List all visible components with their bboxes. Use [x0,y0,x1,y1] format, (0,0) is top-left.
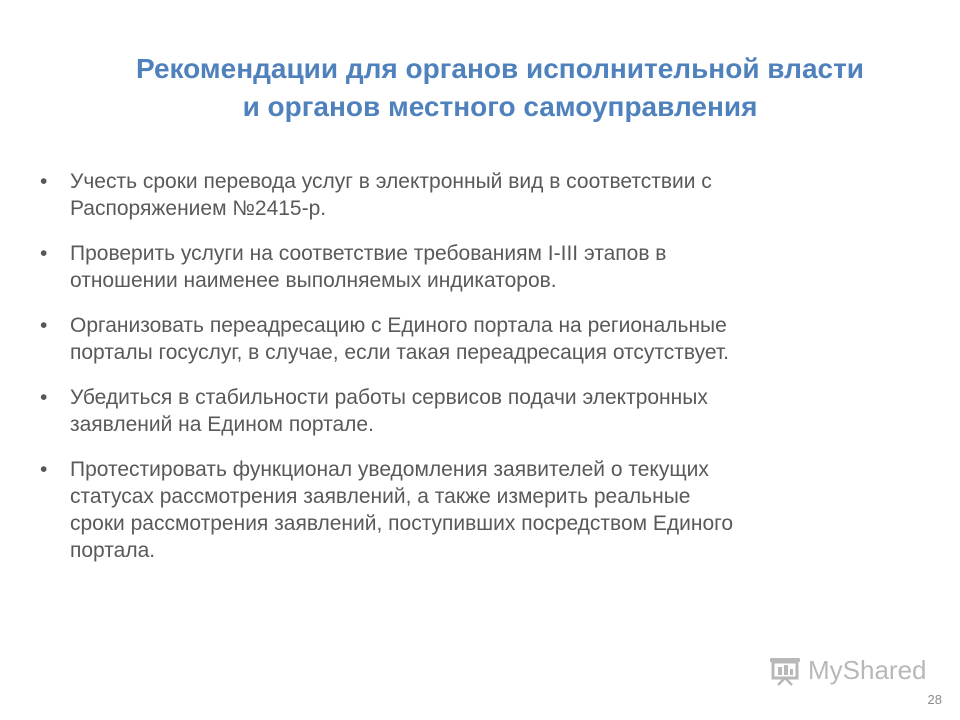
bullet-list [40,168,920,582]
bullet-marker: • [40,170,48,193]
bullet-line: Проверить услуги на соответствие требованиям I-III этапов в [70,242,667,265]
watermark-text: MyShared [808,655,927,685]
bullet-marker: • [40,458,48,481]
bullet-line: Убедиться в стабильности работы сервисов подачи электронных [70,386,708,409]
bullet-item-1 [40,168,920,222]
bullet-line: Учесть сроки перевода услуг в электронный вид в соответствии с [70,170,712,193]
bullet-marker: • [40,242,48,265]
page-number: 28 [927,692,942,707]
bullet-marker: • [40,314,48,337]
bullet-line: Протестировать функционал уведомления заявителей о текущих [70,458,709,481]
projector-screen-icon [768,656,802,686]
slide-title-line-1: Рекомендации для органов исполнительной власти [135,53,865,84]
bullet-line: портала. [70,539,156,562]
bullet-line: заявлений на Едином портале. [70,413,374,436]
bullet-item-5 [40,456,920,564]
bullet-line: Организовать переадресацию с Единого портала на региональные [70,314,727,337]
myshared-watermark [768,655,927,686]
bullet-item-4 [40,384,920,438]
bullet-line: порталы госуслуг, в случае, если такая переадресация отсутствует. [70,341,729,364]
bullet-line: статусах рассмотрения заявлений, а также измерить реальные [70,485,691,508]
slide-title [40,50,960,126]
bullet-line: отношении наименее выполняемых индикаторов. [70,269,557,292]
slide-title-line-2: и органов местного самоуправления [242,91,758,122]
bullet-item-3 [40,312,920,366]
bullet-line: сроки рассмотрения заявлений, поступивших посредством Единого [70,512,734,535]
bullet-line: Распоряжением №2415-р. [70,197,327,220]
bullet-marker: • [40,386,48,409]
bullet-item-2 [40,240,920,294]
